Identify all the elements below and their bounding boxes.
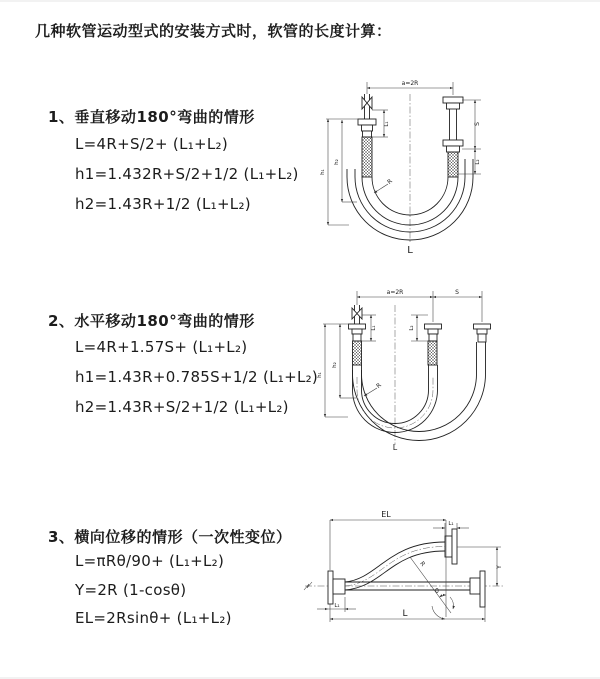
diagram-vertical-movement: [315, 74, 595, 259]
braided-section: [353, 341, 362, 365]
dim-label-h2: h₂: [334, 159, 340, 165]
section-3-formula-EL: EL=2Rsinθ+ (L₁+L₂): [75, 609, 232, 627]
dim-label-h2: h₂: [332, 362, 338, 368]
dimension-l: [330, 604, 485, 622]
section-3-formula-L: L=πRθ/90+ (L₁+L₂): [75, 552, 225, 570]
dim-label-l-total: L: [392, 443, 398, 452]
dim-label-el: EL: [381, 510, 391, 519]
section-1-formula-h2: h2=1.43R+1/2 (L₁+L₂): [75, 195, 251, 213]
right-fitting: [443, 97, 463, 177]
dimension-h1-h2: [317, 324, 356, 417]
section-2-heading: 2、水平移动180°弯曲的情形: [48, 312, 255, 330]
dimension-l1-bottom: [317, 597, 356, 612]
valve-icon: [352, 308, 362, 319]
dimension-l2: [458, 149, 481, 174]
dim-label-l2: L₂: [409, 325, 415, 331]
displaced-hose: [345, 542, 445, 590]
dim-label-theta: θ: [435, 588, 439, 595]
page-title: 几种软管运动型式的安装方式时，软管的长度计算：: [35, 22, 392, 40]
left-fitting: [349, 305, 366, 365]
left-fitting: [358, 94, 376, 177]
section-3-formula-Y: Y=2R (1-cosθ): [75, 581, 187, 599]
braided-section: [362, 137, 372, 177]
diagram-horizontal-movement: [310, 285, 600, 465]
middle-fitting: [425, 324, 442, 365]
dim-label-s: S: [455, 289, 459, 296]
dimension-a2r: [367, 80, 453, 95]
valve-icon: [362, 97, 372, 109]
right-fitting: [474, 324, 491, 342]
dimension-a2r: [357, 289, 482, 322]
dim-label-l1-bottom: L₁: [334, 603, 340, 609]
dim-label-h1: h₁: [320, 169, 326, 175]
radius-callout: [374, 178, 394, 193]
dim-label-s: S: [474, 122, 481, 126]
section-1-formula-h1: h1=1.432R+S/2+1/2 (L₁+L₂): [75, 165, 299, 183]
dim-label-r: R: [386, 177, 394, 186]
dimension-s: [433, 289, 482, 297]
section-3-heading: 3、横向位移的情形（一次性变位）: [48, 528, 292, 546]
dim-label-a2r: a=2R: [401, 80, 419, 87]
radius-callout: [364, 382, 383, 396]
dimension-s: [462, 100, 481, 149]
dim-label-l1-top: L₁: [448, 521, 454, 527]
dim-label-y: Y: [496, 565, 503, 569]
dim-label-h1: h₁: [317, 372, 323, 378]
upper-flange: [445, 529, 457, 564]
dim-label-l1: L₁: [371, 325, 377, 331]
right-flange: [470, 571, 485, 607]
dim-label-a2r: a=2R: [386, 289, 404, 296]
dim-label-l-total: L: [402, 609, 408, 619]
left-flange: [328, 571, 345, 604]
section-1-formula-L: L=4R+S/2+ (L₁+L₂): [75, 135, 229, 153]
section-2-formula-h1: h1=1.43R+0.785S+1/2 (L₁+L₂): [75, 368, 319, 386]
angle-construction: [410, 557, 453, 619]
braided-section: [428, 341, 437, 365]
section-2-formula-h2: h2=1.43R+S/2+1/2 (L₁+L₂): [75, 398, 289, 416]
dim-label-r: R: [418, 560, 427, 568]
dimension-l1-top: [433, 521, 469, 536]
section-1-heading: 1、垂直移动180°弯曲的情形: [48, 108, 255, 126]
section-2-formula-L: L=4R+1.57S+ (L₁+L₂): [75, 338, 248, 356]
dim-label-l2: L₂: [475, 159, 481, 165]
dim-label-l1: L₁: [384, 121, 390, 127]
hose-u-bends: [353, 342, 486, 441]
diagram-3-drawing: [300, 507, 600, 657]
dim-label-r: R: [375, 381, 383, 390]
diagram-lateral-displacement: [300, 507, 600, 657]
diagram-1-drawing: [315, 74, 595, 259]
diagram-2-drawing: [310, 285, 600, 465]
dim-label-l-total: L: [407, 245, 413, 256]
dimension-el: [330, 510, 446, 617]
braided-section: [448, 152, 458, 177]
